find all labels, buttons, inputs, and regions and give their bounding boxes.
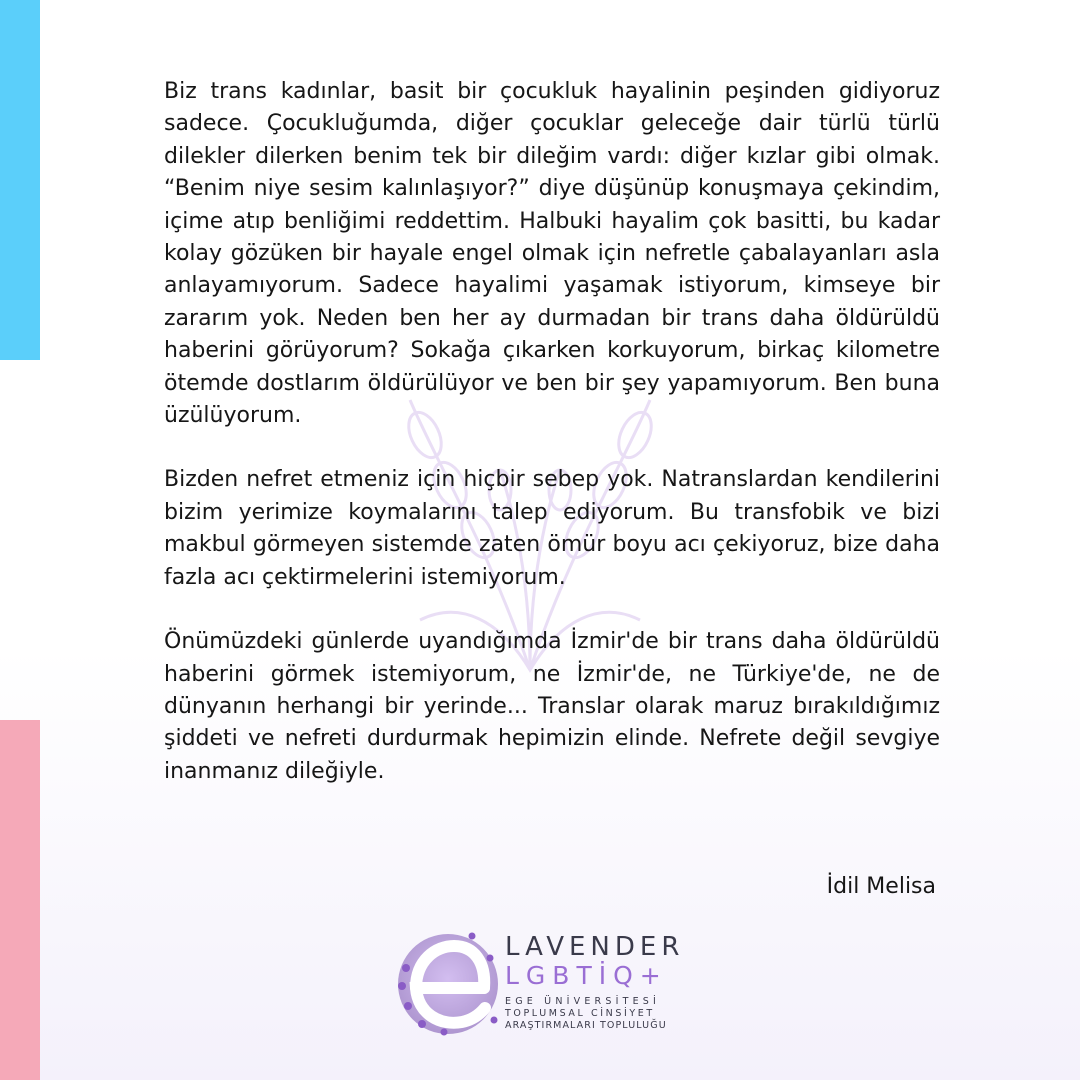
flag-stripe-pink bbox=[0, 720, 40, 1080]
signature: İdil Melisa bbox=[826, 874, 936, 899]
logo-subtitle-2: ARAŞTIRMALARI TOPLULUĞU bbox=[505, 1020, 667, 1031]
flag-stripe-blue bbox=[0, 0, 40, 360]
lavender-logo bbox=[392, 928, 692, 1048]
paragraph-3: Önümüzdeki günlerde uyandığımda İzmir'de bir trans daha öldürüldü haberini görmek istemiyorum, ne İzmir'de, ne Türkiye'de, ne de dünyanın herhangi bir yerinde... Translar olarak maruz bırakıldığımız şiddeti ve nefreti durdurmak hepimizin elinde. Nefrete değil sevgiye inanmanız dileğiyle. bbox=[164, 629, 940, 784]
lavender-e-icon bbox=[392, 928, 502, 1038]
logo-lgbtiq: LGBTİQ+ bbox=[505, 961, 668, 990]
logo-university: EGE ÜNİVERSİTESİ bbox=[505, 996, 661, 1007]
logo-text bbox=[505, 932, 695, 1032]
letter-body bbox=[164, 76, 940, 820]
logo-subtitle-1: TOPLUMSAL CİNSİYET bbox=[505, 1008, 655, 1019]
paragraph-1: Biz trans kadınlar, basit bir çocukluk hayalinin peşinden gidiyoruz sadece. Çocukluğumda, diğer çocuklar geleceğe dair türlü türlü dilekler dilerken benim tek bir dileğim vardı: diğer kızlar gibi olmak. “Benim niye sesim kalınlaşıyor?” diye düşünüp konuşmaya çekindim, içime atıp benliğimi reddettim. Halbuki hayalim çok basitti, bu kadar kolay gözüken bir hayale engel olmak için nefretle çabalayanları asla anlayamıyorum. Sadece hayalimi yaşamak istiyorum, kimseye bir zararım yok. Neden ben her ay durmadan bir trans daha öldürüldü haberini görüyorum? Sokağa çıkarken korkuyorum, birkaç kilometre ötemde dostlarım öldürülüyor ve ben bir şey yapamıyorum. Ben buna üzülüyorum. bbox=[164, 79, 940, 429]
logo-lavender: LAVENDER bbox=[505, 932, 685, 962]
paragraph-2: Bizden nefret etmeniz için hiçbir sebep yok. Natranslardan kendilerini bizim yerimize koymalarını talep ediyorum. Bu transfobik ve bizi makbul görmeyen sistemde zaten ömür boyu acı çekiyoruz, bize daha fazla acı çektirmelerini istemiyorum. bbox=[164, 467, 940, 590]
